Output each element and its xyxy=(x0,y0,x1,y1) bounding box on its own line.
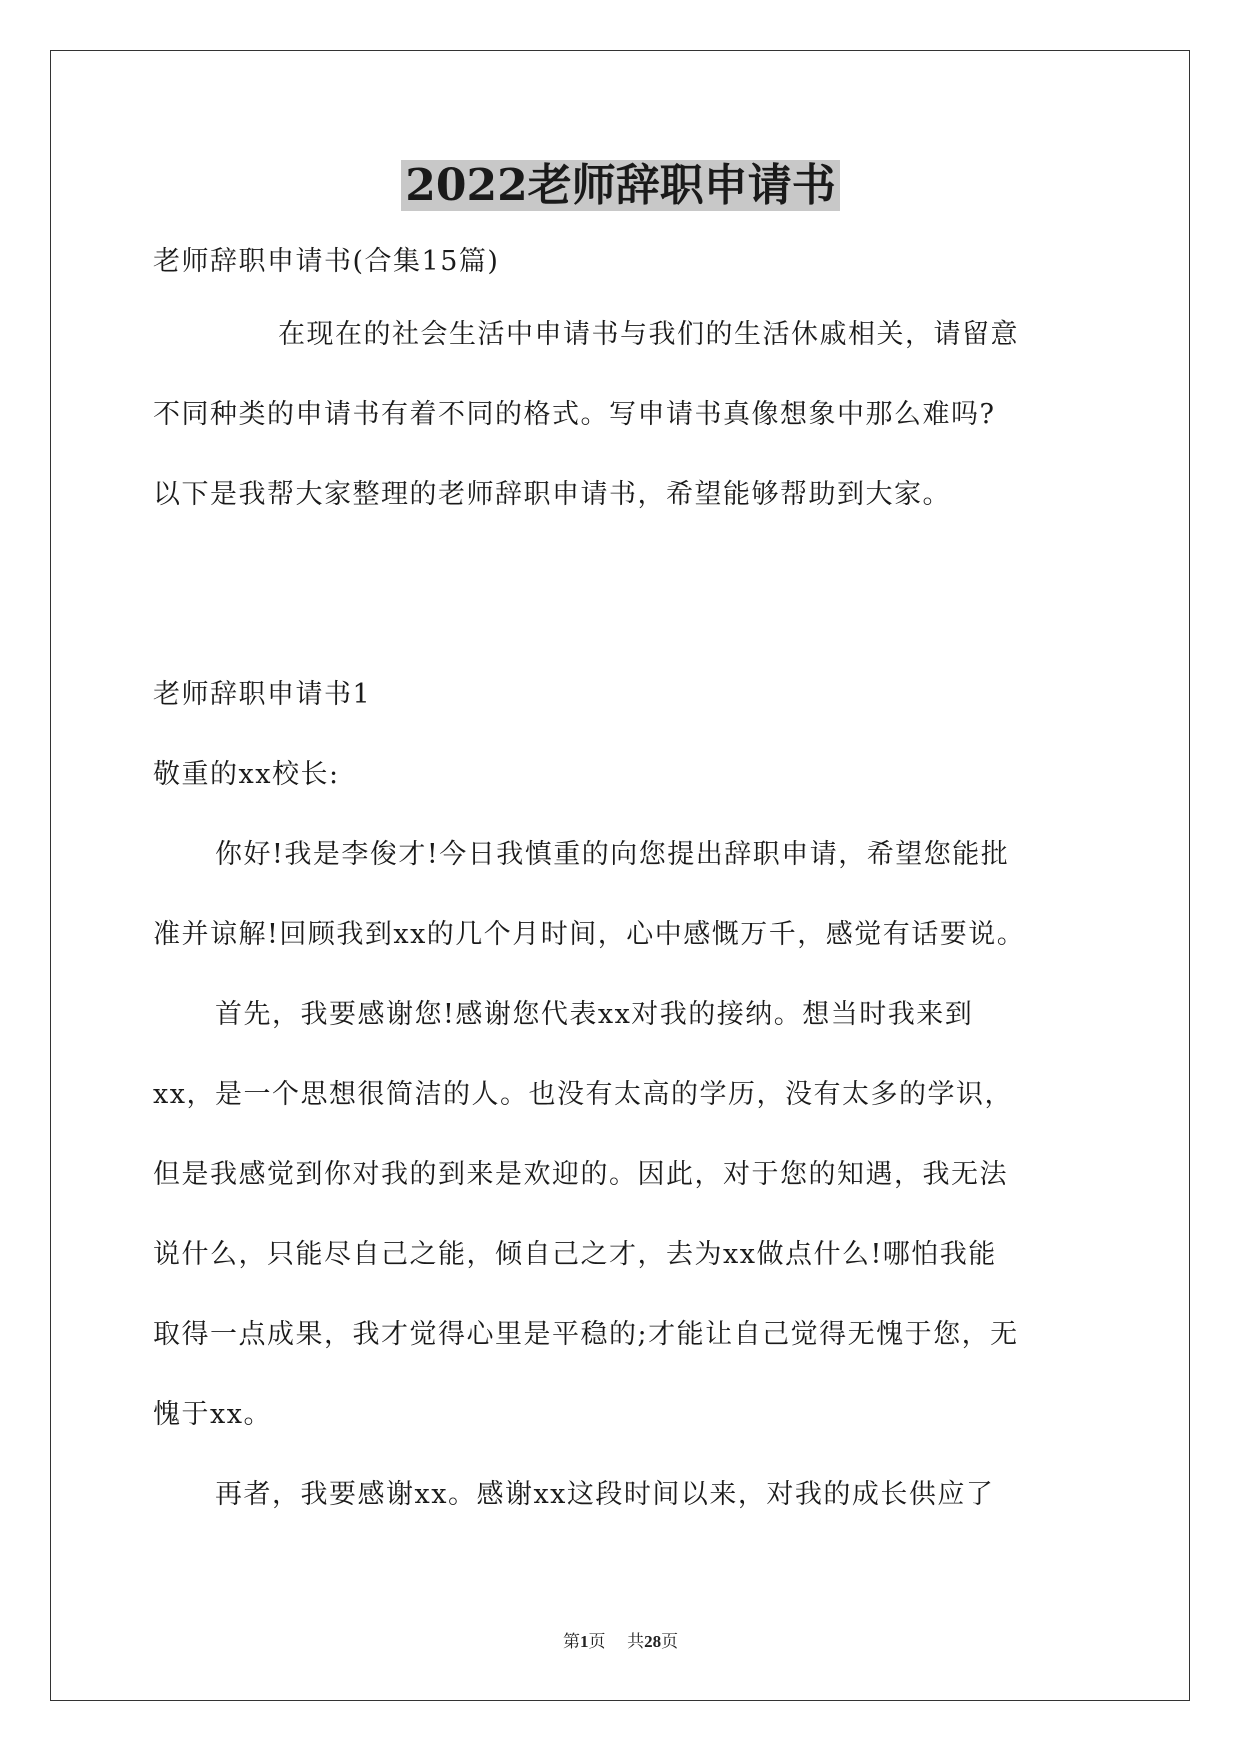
footer-page-prefix: 第 xyxy=(562,1632,580,1652)
intro-paragraph-line: 以下是我帮大家整理的老师辞职申请书，希望能够帮助到大家。 xyxy=(153,479,951,510)
footer-page-suffix: 页 xyxy=(588,1632,606,1652)
body-paragraph-line: 你好!我是李俊才!今日我慎重的向您提出辞职申请，希望您能批 xyxy=(215,839,1010,870)
body-paragraph-line: xx，是一个思想很简洁的人。也没有太高的学历，没有太多的学识， xyxy=(153,1079,1013,1110)
body-paragraph-line: 取得一点成果，我才觉得心里是平稳的;才能让自己觉得无愧于您，无 xyxy=(153,1319,1019,1350)
body-paragraph-line: 首先，我要感谢您!感谢您代表xx对我的接纳。想当时我来到 xyxy=(215,999,974,1030)
footer-total-suffix: 页 xyxy=(661,1632,679,1652)
footer-page-number: 1 xyxy=(579,1632,589,1651)
footer-total-pages: 28 xyxy=(644,1632,662,1651)
body-paragraph-line: 说什么，只能尽自己之能，倾自己之才，去为xx做点什么!哪怕我能 xyxy=(153,1239,997,1270)
salutation: 敬重的xx校长: xyxy=(153,759,340,790)
body-paragraph-line: 愧于xx。 xyxy=(153,1399,272,1430)
body-paragraph-line: 准并谅解!回顾我到xx的几个月时间，心中感慨万千，感觉有话要说。 xyxy=(153,919,1026,950)
footer-total-prefix: 共 xyxy=(627,1632,645,1652)
section-heading: 老师辞职申请书1 xyxy=(153,679,372,710)
page-footer xyxy=(0,1630,1241,1654)
collection-subtitle: 老师辞职申请书(合集15篇) xyxy=(153,246,500,277)
document-title xyxy=(0,158,1241,214)
body-paragraph-line: 但是我感觉到你对我的到来是欢迎的。因此，对于您的知遇，我无法 xyxy=(153,1159,1008,1190)
page-border xyxy=(50,50,1190,1701)
document-title-text: 2022老师辞职申请书 xyxy=(401,160,839,211)
intro-paragraph-line: 不同种类的申请书有着不同的格式。写申请书真像想象中那么难吗? xyxy=(153,399,996,430)
intro-paragraph-line: 在现在的社会生活中申请书与我们的生活休戚相关，请留意 xyxy=(278,319,1019,350)
body-paragraph-line: 再者，我要感谢xx。感谢xx这段时间以来，对我的成长供应了 xyxy=(215,1479,995,1510)
